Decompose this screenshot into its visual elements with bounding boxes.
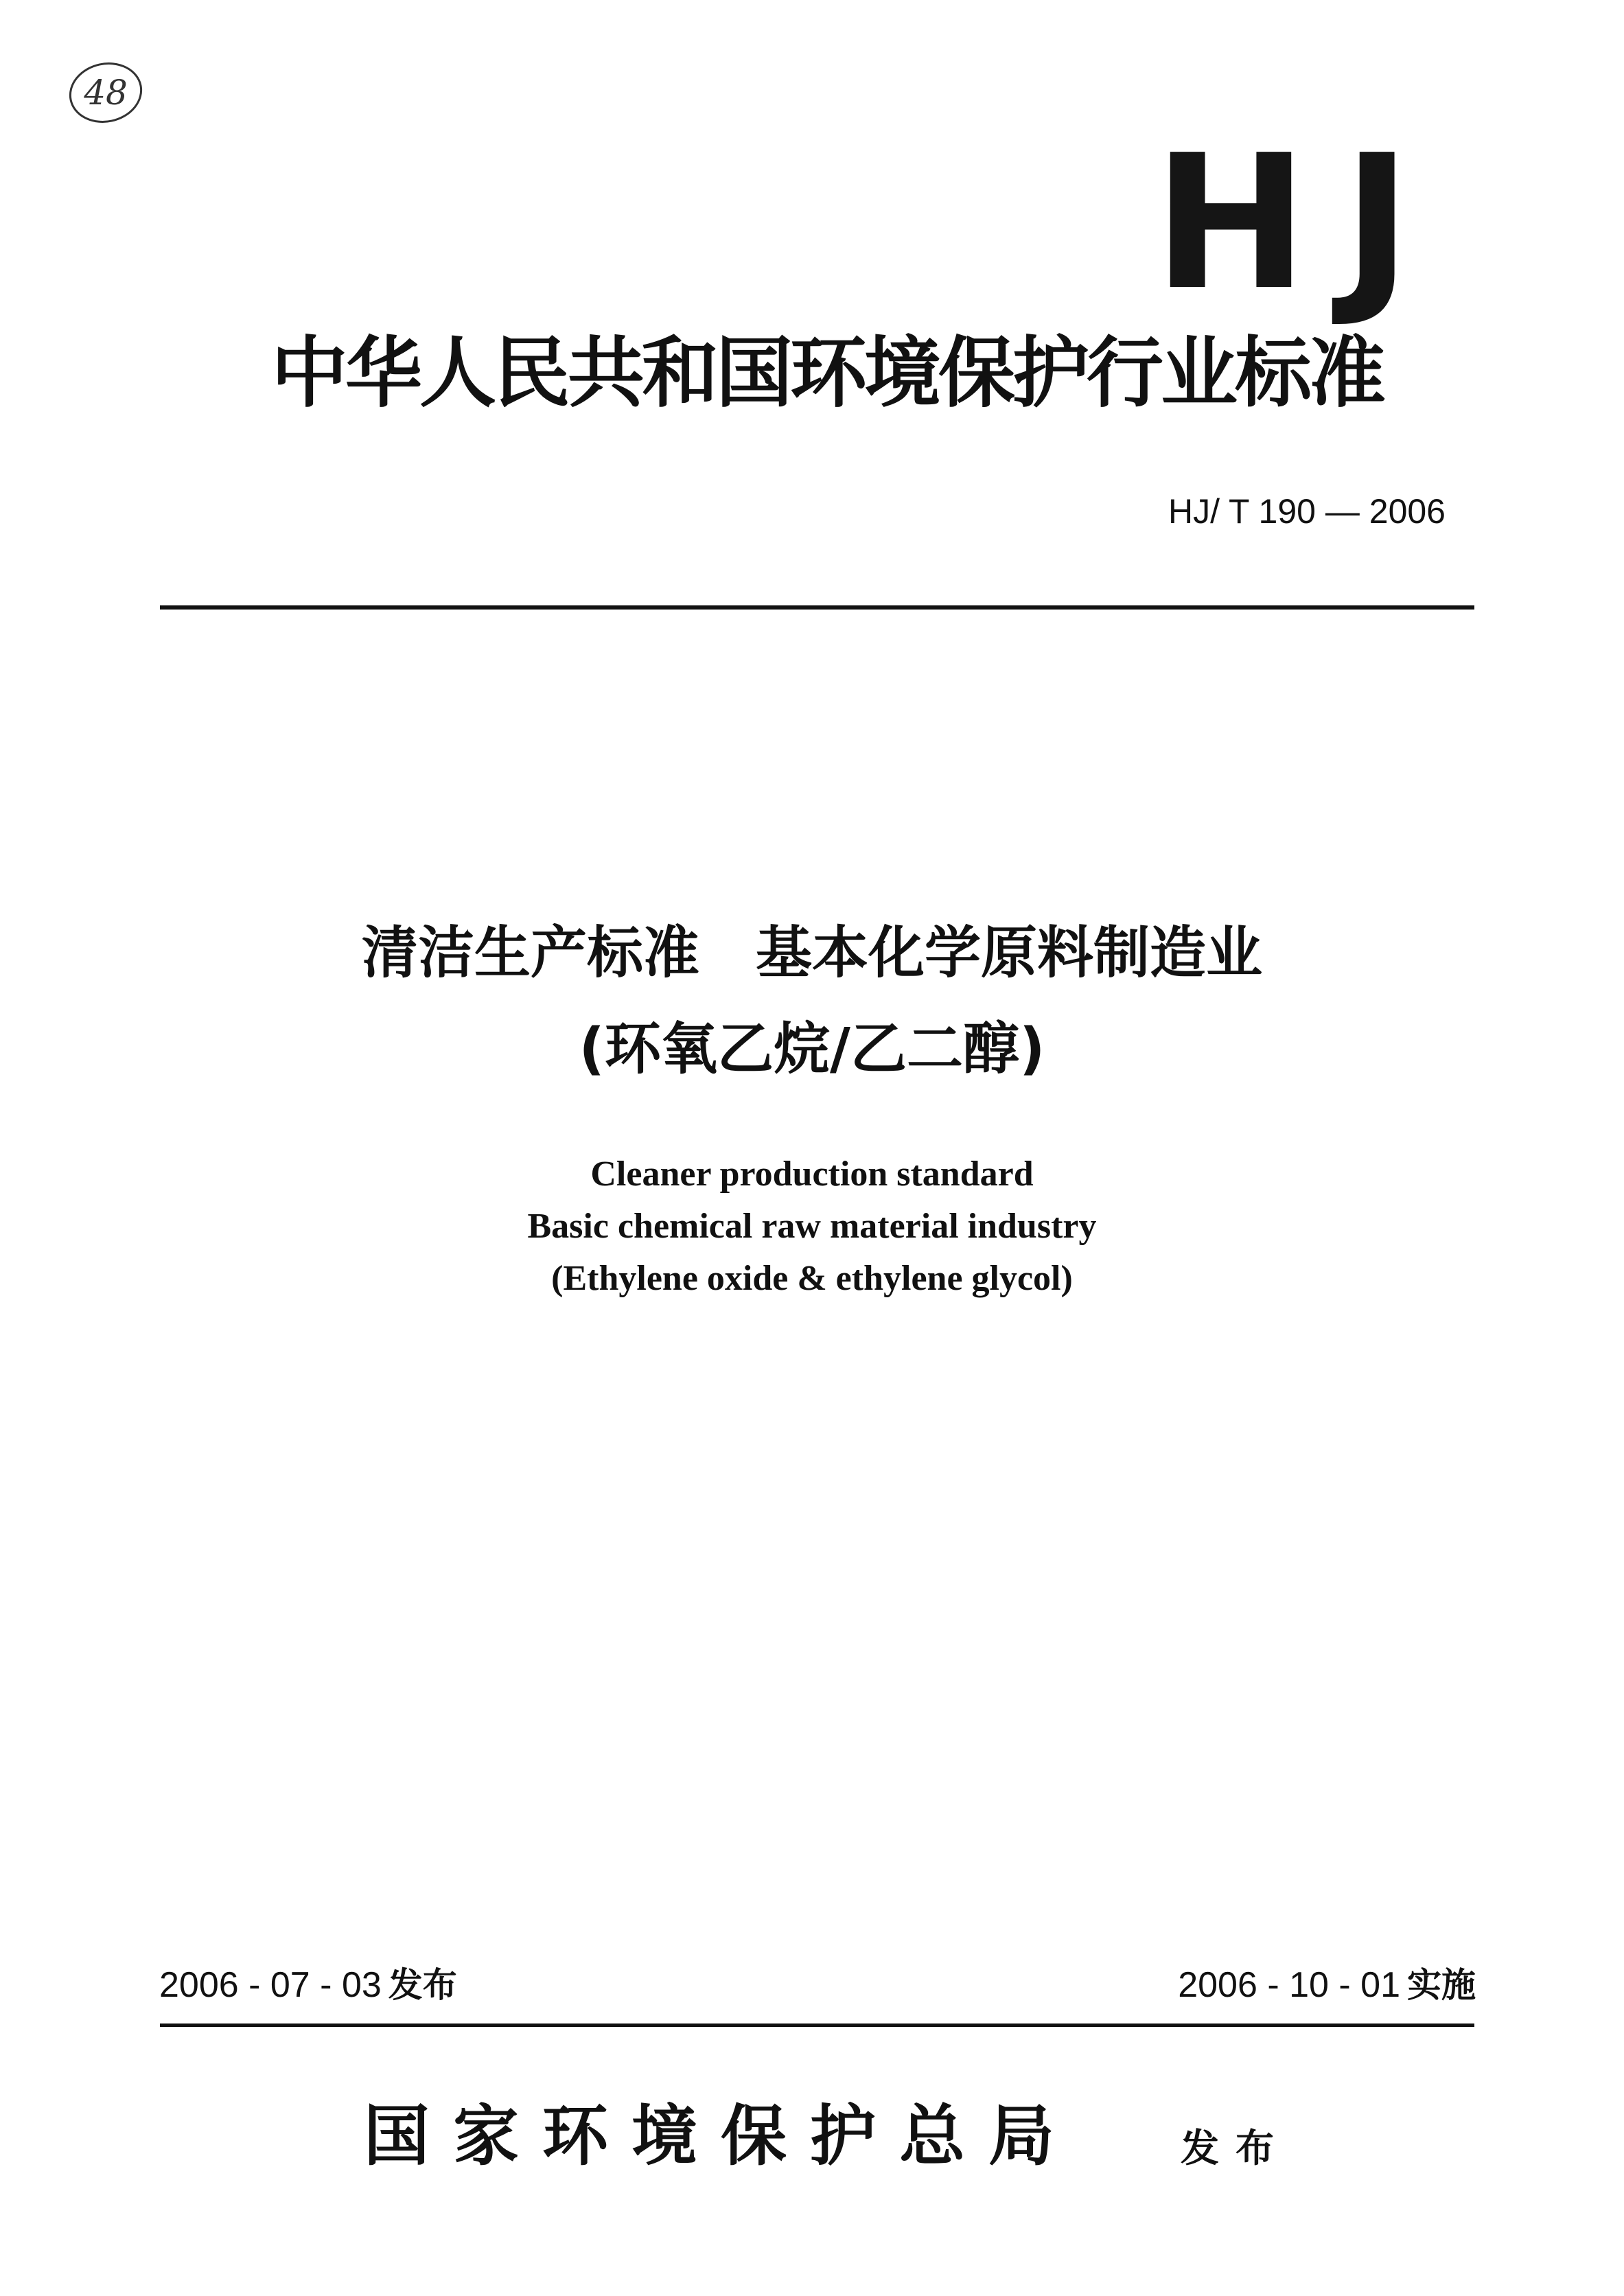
hj-logo-mark: HJ [1153, 115, 1446, 331]
publish-label: 发布 [1181, 2126, 1290, 2171]
handwritten-number: 48 [84, 73, 128, 113]
publisher-name: 国家环境保护总局 [364, 2098, 1078, 2175]
issue-date: 2006 - 07 - 03 [159, 1965, 382, 2005]
industry-standard-title: 中华人民共和国环境保护行业标准 [271, 329, 1383, 418]
issue-label: 发布 [388, 1965, 457, 2005]
standard-number: HJ/ T 190 — 2006 [1168, 492, 1446, 531]
top-divider [160, 605, 1474, 610]
english-title-line-1: Cleaner production standard [590, 1155, 1034, 1194]
implementation-date: 2006 - 10 - 01 [1178, 1965, 1400, 2005]
implementation-label: 实施 [1407, 1965, 1476, 2005]
chinese-title-line-2: (环氧乙烷/乙二醇) [579, 1017, 1045, 1082]
chinese-title-line-1: 清洁生产标准 基本化学原料制造业 [361, 920, 1262, 986]
bottom-divider [160, 2024, 1474, 2027]
english-title-line-2: Basic chemical raw material industry [527, 1207, 1097, 1246]
implementation-date-block [1178, 1966, 1476, 2005]
english-title-line-3: (Ethylene oxide & ethylene glycol) [551, 1259, 1073, 1298]
handwritten-page-mark [67, 60, 144, 126]
handwritten-circle-icon [67, 60, 144, 126]
issue-date-block [159, 1966, 457, 2005]
